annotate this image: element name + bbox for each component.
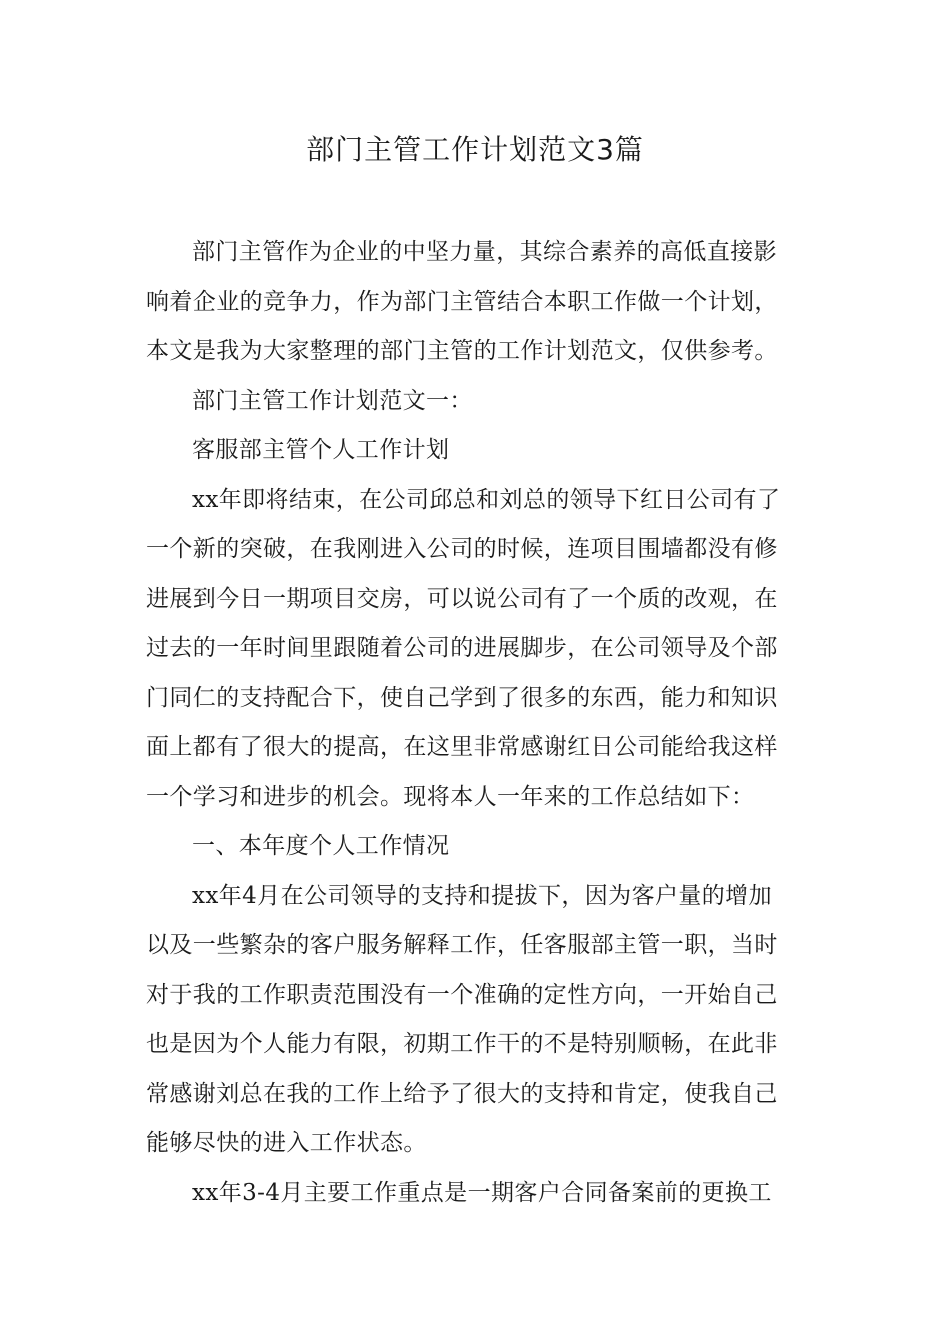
text-line: 能够尽快的进入工作状态。 [146, 1130, 427, 1156]
document-body [146, 228, 808, 1218]
intro-paragraph [146, 228, 808, 377]
text-line: 部门主管工作计划范文一： [192, 387, 473, 414]
text-line: 部门主管作为企业的中坚力量，其综合素养的高低直接影 [192, 239, 777, 265]
body-paragraph [146, 1169, 808, 1219]
text-line: 客服部主管个人工作计划 [192, 437, 450, 463]
section-heading [146, 377, 808, 427]
text-line: xx年4月在公司领导的支持和提拔下，因为客户量的增加 [192, 882, 772, 909]
text-line: 门同仁的支持配合下，使自己学到了很多的东西，能力和知识 [146, 684, 778, 711]
body-paragraph [146, 872, 808, 1169]
text-line: 本文是我为大家整理的部门主管的工作计划范文，仅供参考。 [146, 338, 778, 364]
text-line: 面上都有了很大的提高，在这里非常感谢红日公司能给我这样 [146, 734, 778, 760]
document-title: 部门主管工作计划范文3篇 [306, 133, 644, 166]
text-line: 一个学习和进步的机会。现将本人一年来的工作总结如下： [146, 783, 755, 810]
subsection-heading [146, 426, 808, 476]
body-paragraph [146, 476, 808, 823]
text-line: 响着企业的竞争力，作为部门主管结合本职工作做一个计划， [146, 288, 778, 315]
text-line: xx年3-4月主要工作重点是一期客户合同备案前的更换工 [192, 1179, 772, 1206]
text-line: 也是因为个人能力有限，初期工作干的不是特别顺畅，在此非 [146, 1031, 778, 1057]
text-line: 常感谢刘总在我的工作上给予了很大的支持和肯定，使我自己 [146, 1080, 778, 1107]
text-line: 过去的一年时间里跟随着公司的进展脚步，在公司领导及个部 [146, 635, 778, 661]
text-line: 以及一些繁杂的客户服务解释工作，任客服部主管一职，当时 [146, 932, 778, 958]
text-line: 一个新的突破，在我刚进入公司的时候，连项目围墙都没有修 [146, 536, 778, 562]
section-heading [146, 822, 808, 872]
text-line: 一、本年度个人工作情况 [192, 833, 450, 859]
text-line: xx年即将结束，在公司邱总和刘总的领导下红日公司有了 [192, 486, 781, 513]
text-line: 进展到今日一期项目交房，可以说公司有了一个质的改观，在 [146, 585, 778, 612]
text-line: 对于我的工作职责范围没有一个准确的定性方向，一开始自己 [146, 981, 778, 1008]
